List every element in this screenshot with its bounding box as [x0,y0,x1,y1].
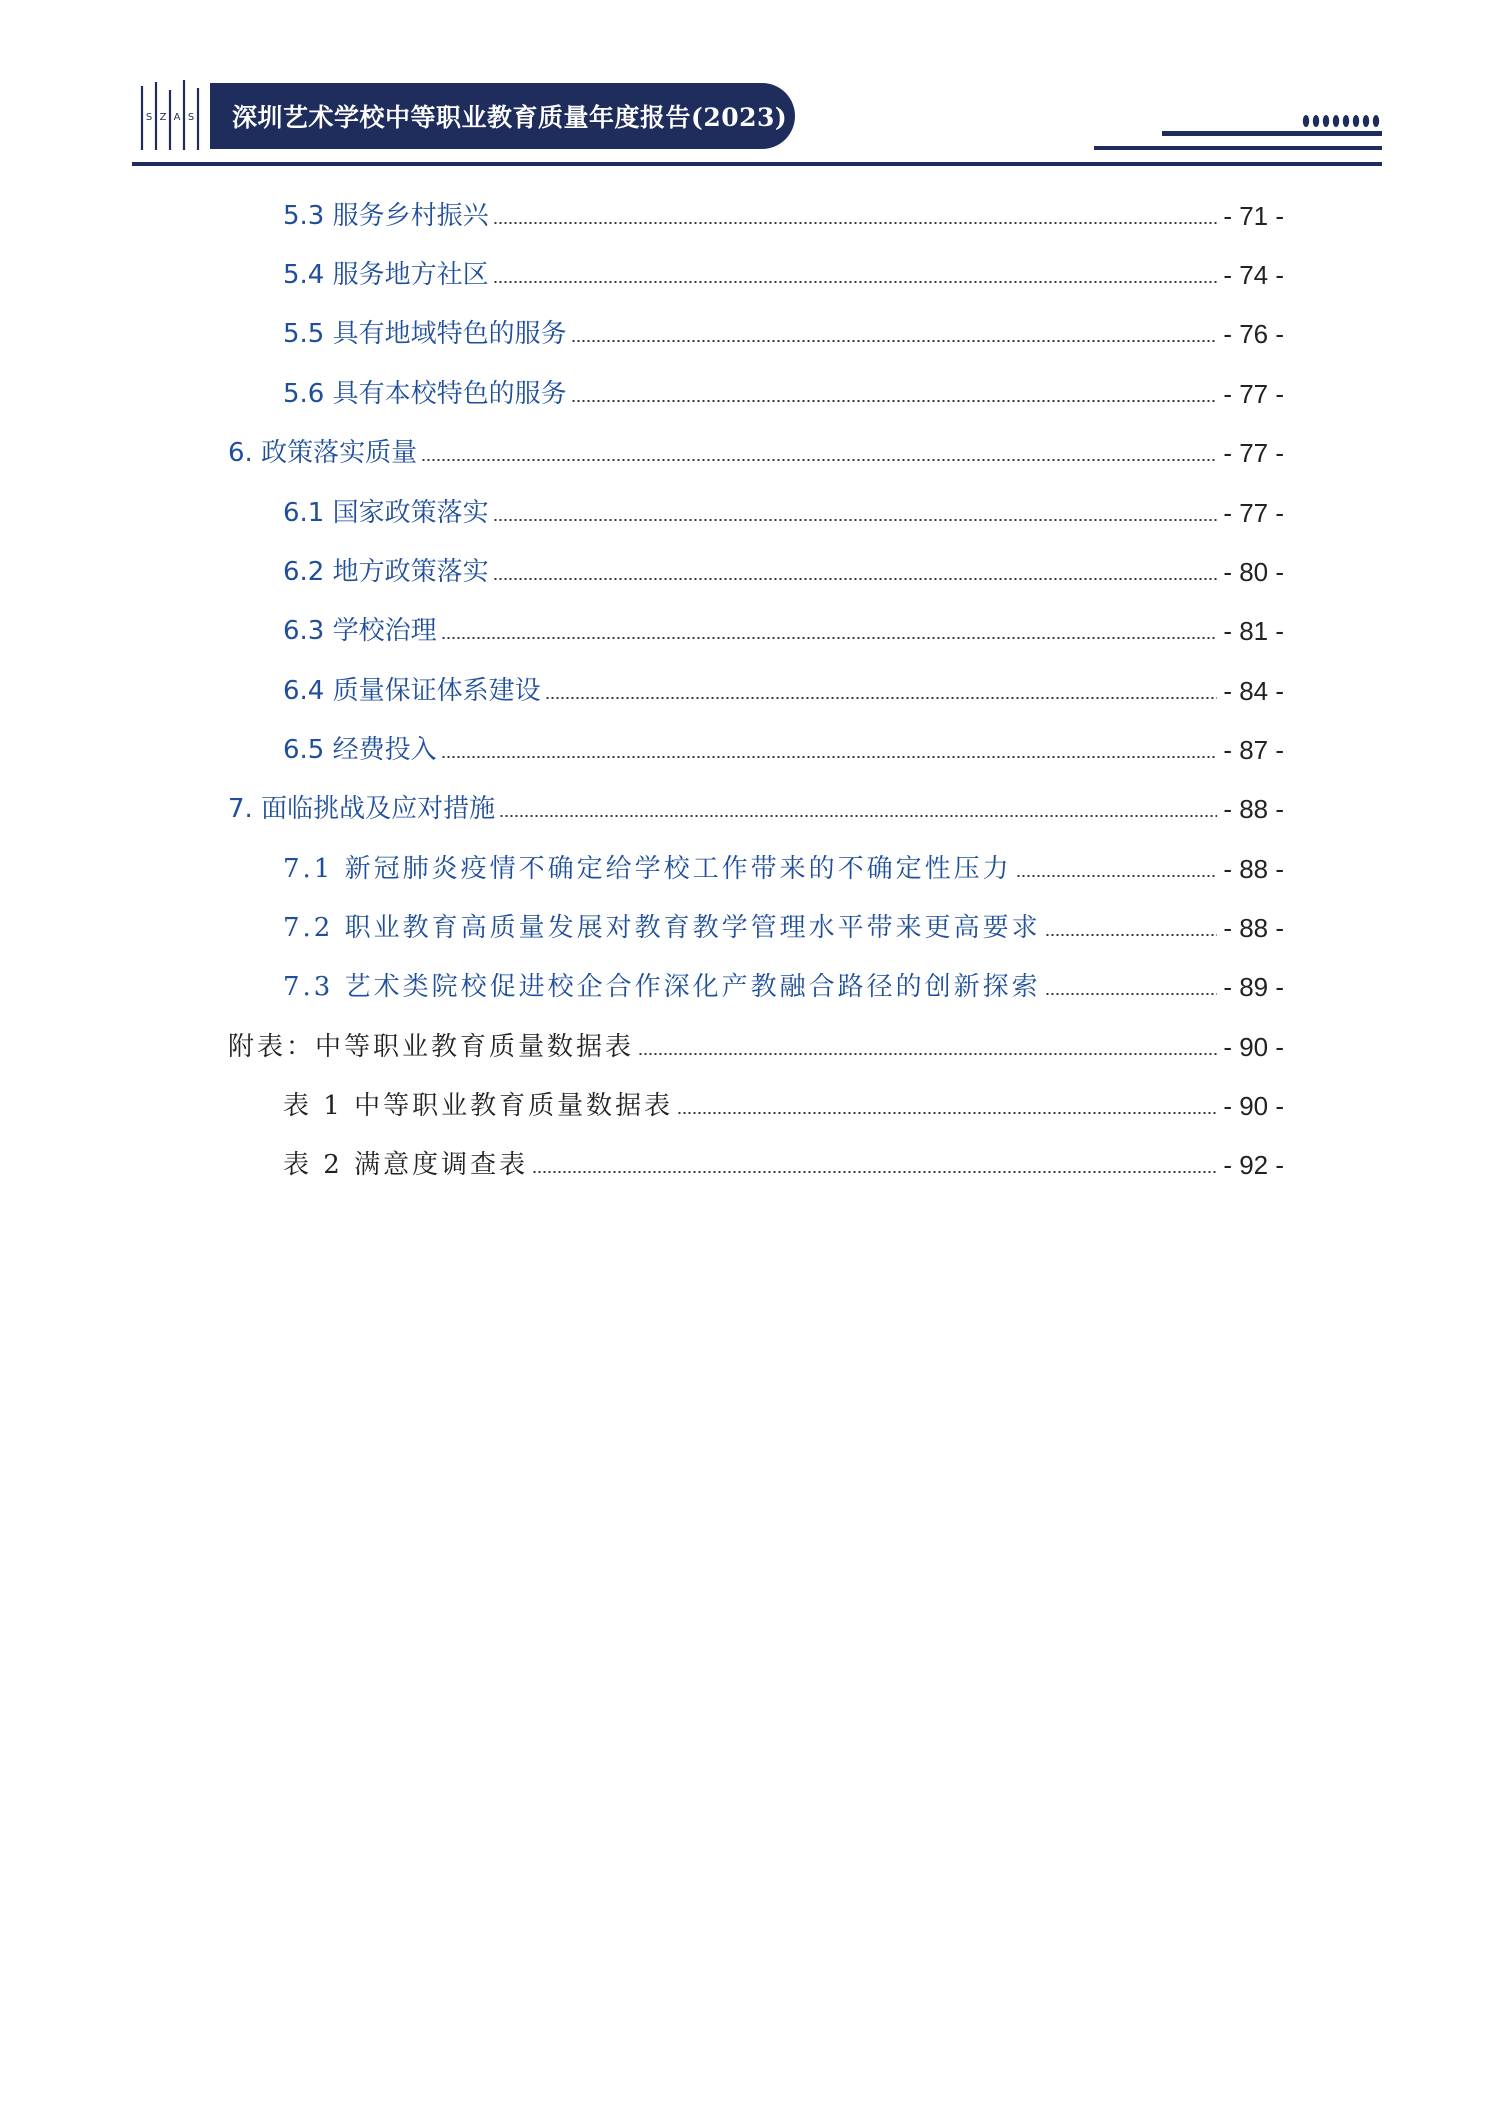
toc-entry-title: 7.3 艺术类院校促进校企合作深化产教融合路径的创新探索 [283,972,1041,1002]
toc-entry-page: - 88 - [1223,913,1284,943]
toc-entry[interactable] [228,430,1284,470]
logo-letter: S [187,112,195,123]
dot-leader [493,578,1218,580]
toc-entry[interactable] [283,846,1284,886]
toc-entry-page: - 77 - [1223,438,1284,468]
toc-entry-title: 6.1 国家政策落实 [283,498,489,528]
decorative-dots [1302,112,1382,130]
toc-entry[interactable] [228,786,1284,826]
logo-letter: A [173,112,181,123]
toc-entry[interactable] [283,252,1284,292]
toc-entry[interactable] [283,371,1284,411]
toc-entry-page: - 84 - [1223,676,1284,706]
toc-entry-page: - 90 - [1223,1032,1284,1062]
toc-entry[interactable] [283,668,1284,708]
dot-leader [571,340,1218,342]
header-rule [132,162,1382,166]
toc-entry-page: - 81 - [1223,616,1284,646]
toc-entry[interactable] [283,193,1284,233]
toc-entry[interactable] [283,905,1284,945]
dot-leader [571,400,1218,402]
toc-entry[interactable] [283,727,1284,767]
toc-entry-title: 表 1 中等职业教育质量数据表 [283,1091,674,1121]
dot-leader [545,697,1218,699]
toc-entry-page: - 88 - [1223,794,1284,824]
dot-leader [1045,934,1218,936]
logo-letter: Z [159,112,167,123]
header-banner [210,83,795,149]
dot-leader [532,1171,1217,1173]
toc-entry-title: 6.3 学校治理 [283,616,437,646]
toc-entry[interactable] [228,1024,1284,1064]
toc-entry-page: - 92 - [1223,1150,1284,1180]
toc-entry-title: 5.5 具有地域特色的服务 [283,319,567,349]
toc-entry-page: - 77 - [1223,379,1284,409]
toc-entry[interactable] [283,964,1284,1004]
toc-entry-page: - 80 - [1223,557,1284,587]
toc-entry-title: 6.2 地方政策落实 [283,557,489,587]
toc-entry[interactable] [283,608,1284,648]
toc-entry-page: - 76 - [1223,319,1284,349]
toc-entry-title: 7.1 新冠肺炎疫情不确定给学校工作带来的不确定性压力 [283,854,1012,884]
logo-letter: S [145,112,153,123]
dot-leader [421,459,1217,461]
toc-entry-title: 7.2 职业教育高质量发展对教育教学管理水平带来更高要求 [283,913,1041,943]
toc-entry-title: 附表：中等职业教育质量数据表 [228,1032,635,1062]
toc-entry[interactable] [283,1142,1284,1182]
toc-entry-title: 6.5 经费投入 [283,735,437,765]
toc-entry[interactable] [283,490,1284,530]
header-accent-line [1162,131,1382,136]
toc-entry-title: 5.6 具有本校特色的服务 [283,379,567,409]
dot-leader [638,1053,1217,1055]
toc-entry-title: 5.3 服务乡村振兴 [283,201,489,231]
toc-entry-page: - 90 - [1223,1091,1284,1121]
toc-entry[interactable] [283,549,1284,589]
dot-leader [441,756,1218,758]
toc-entry-title: 7. 面临挑战及应对措施 [228,794,496,824]
school-logo [138,80,202,152]
toc-entry-title: 6.4 质量保证体系建设 [283,676,541,706]
dot-leader [1016,875,1218,877]
toc-entry-title: 6. 政策落实质量 [228,438,418,468]
header-accent-line [1094,146,1382,150]
dot-leader [499,815,1217,817]
report-title: 深圳艺术学校中等职业教育质量年度报告(2023) [232,103,788,132]
toc-entry-title: 表 2 满意度调查表 [283,1150,529,1180]
toc-entry-page: - 87 - [1223,735,1284,765]
dot-leader [493,519,1218,521]
toc-entry-page: - 71 - [1223,201,1284,231]
dot-leader [1045,993,1218,995]
toc-entry-page: - 74 - [1223,260,1284,290]
page-header [0,0,1499,180]
toc-entry-page: - 88 - [1223,854,1284,884]
dot-leader [493,222,1218,224]
toc-entry-page: - 89 - [1223,972,1284,1002]
dot-leader [441,637,1218,639]
dot-leader [493,281,1218,283]
toc-entry[interactable] [283,1083,1284,1123]
toc-entry-title: 5.4 服务地方社区 [283,260,489,290]
toc-entry[interactable] [283,311,1284,351]
dot-leader [677,1112,1217,1114]
toc-entry-page: - 77 - [1223,498,1284,528]
